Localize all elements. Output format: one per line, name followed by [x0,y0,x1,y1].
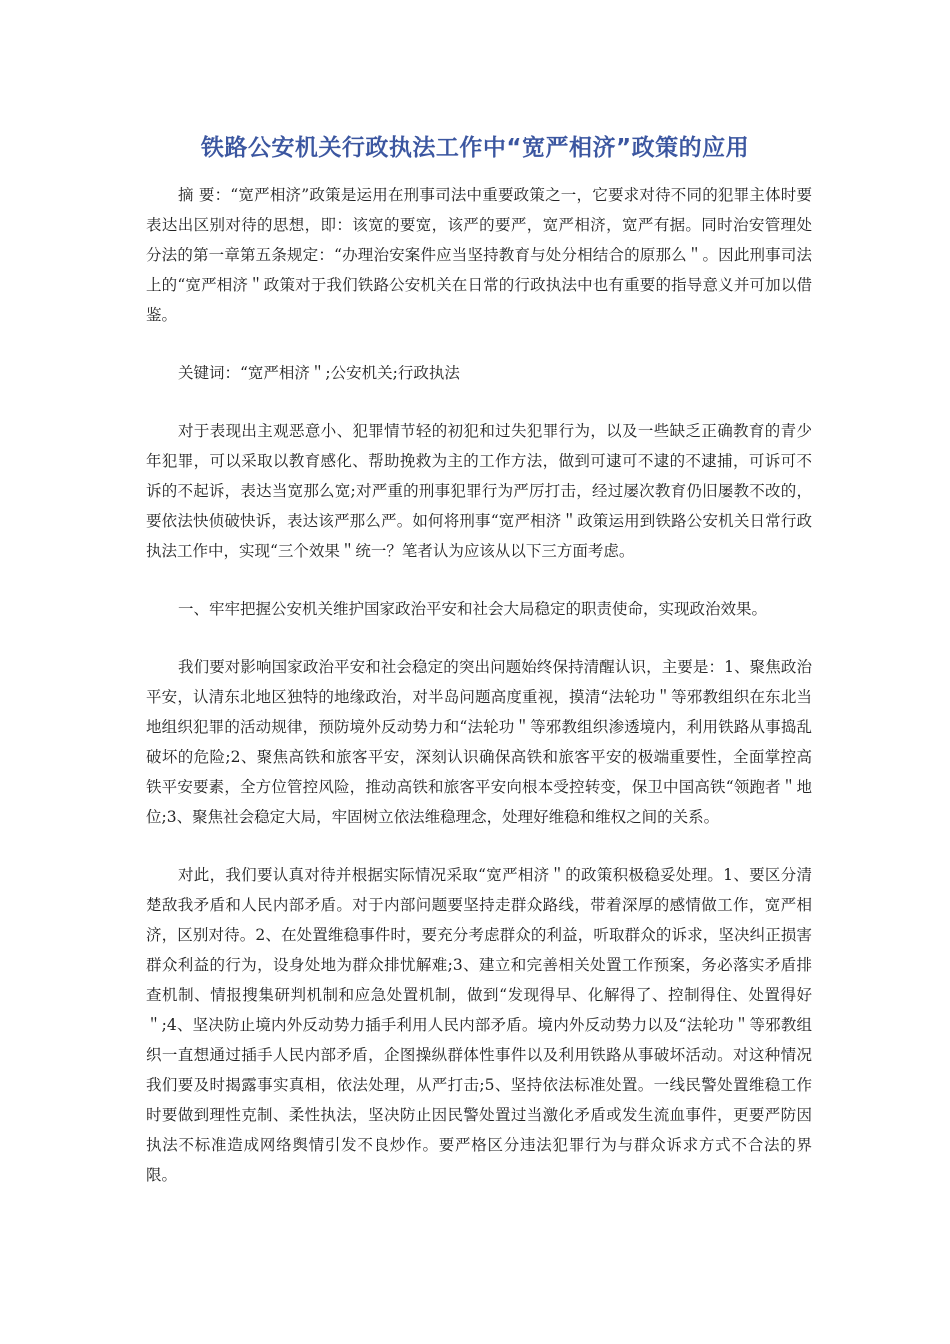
document-body [146,180,812,1218]
abstract-paragraph: 摘 要：“宽严相济”政策是运用在刑事司法中重要政策之一，它要求对待不同的犯罪主体时要表达出区别对待的思想，即：该宽的要宽，该严的要严，宽严相济，宽严有据。同时治安管理处分法的第一章第五条规定：“办理治安案件应当坚持教育与处分相结合的原那么＂。因此刑事司法上的“宽严相济＂政策对于我们铁路公安机关在日常的行政执法中也有重要的指导意义并可加以借鉴。 [146,186,812,324]
body-paragraph: 对于表现出主观恶意小、犯罪情节轻的初犯和过失犯罪行为，以及一些缺乏正确教育的青少年犯罪，可以采取以教育感化、帮助挽救为主的工作方法，做到可逮可不逮的不逮捕，可诉可不诉的不起诉，表达当宽那么宽;对严重的刑事犯罪行为严厉打击，经过屡次教育仍旧屡教不改的，要依法快侦破快诉，表达该严那么严。如何将刑事“宽严相济＂政策运用到铁路公安机关日常行政执法工作中，实现“三个效果＂统一？笔者认为应该从以下三方面考虑。 [146,422,812,560]
keywords-paragraph: 关键词：“宽严相济＂;公安机关;行政执法 [178,364,460,382]
body-paragraph: 我们要对影响国家政治平安和社会稳定的突出问题始终保持清醒认识，主要是：1、聚焦政治平安，认清东北地区独特的地缘政治，对半岛问题高度重视，摸清“法轮功＂等邪教组织在东北当地组织犯罪的活动规律，预防境外反动势力和“法轮功＂等邪教组织渗透境内，利用铁路从事捣乱破坏的危险;2、聚焦高铁和旅客平安，深刻认识确保高铁和旅客平安的极端重要性，全面掌控高铁平安要素，全方位管控风险，推动高铁和旅客平安向根本受控转变，保卫中国高铁“领跑者＂地位;3、聚焦社会稳定大局，牢固树立依法维稳理念，处理好维稳和维权之间的关系。 [146,658,812,826]
body-paragraph: 对此，我们要认真对待并根据实际情况采取“宽严相济＂的政策积极稳妥处理。1、要区分清楚敌我矛盾和人民内部矛盾。对于内部问题要坚持走群众路线，带着深厚的感情做工作，宽严相济，区别对待。2、在处置维稳事件时，要充分考虑群众的利益，听取群众的诉求，坚决纠正损害群众利益的行为，设身处地为群众排忧解难;3、建立和完善相关处置工作预案，务必落实矛盾排查机制、情报搜集研判机制和应急处置机制，做到“发现得早、化解得了、控制得住、处置得好＂;4、坚决防止境内外反动势力插手利用人民内部矛盾。境内外反动势力以及“法轮功＂等邪教组织一直想通过插手人民内部矛盾，企图操纵群体性事件以及利用铁路从事破坏活动。对这种情况我们要及时揭露事实真相，依法处理，从严打击;5、坚持依法标准处置。一线民警处置维稳工作时要做到理性克制、柔性执法，坚决防止因民警处置过当激化矛盾或发生流血事件，更要严防因执法不标准造成网络舆情引发不良炒作。要严格区分违法犯罪行为与群众诉求方式不合法的界限。 [146,866,812,1184]
section-heading: 一、牢牢把握公安机关维护国家政治平安和社会大局稳定的职责使命，实现政治效果。 [178,600,768,618]
document-title: 铁路公安机关行政执法工作中“宽严相济”政策的应用 [200,135,750,161]
